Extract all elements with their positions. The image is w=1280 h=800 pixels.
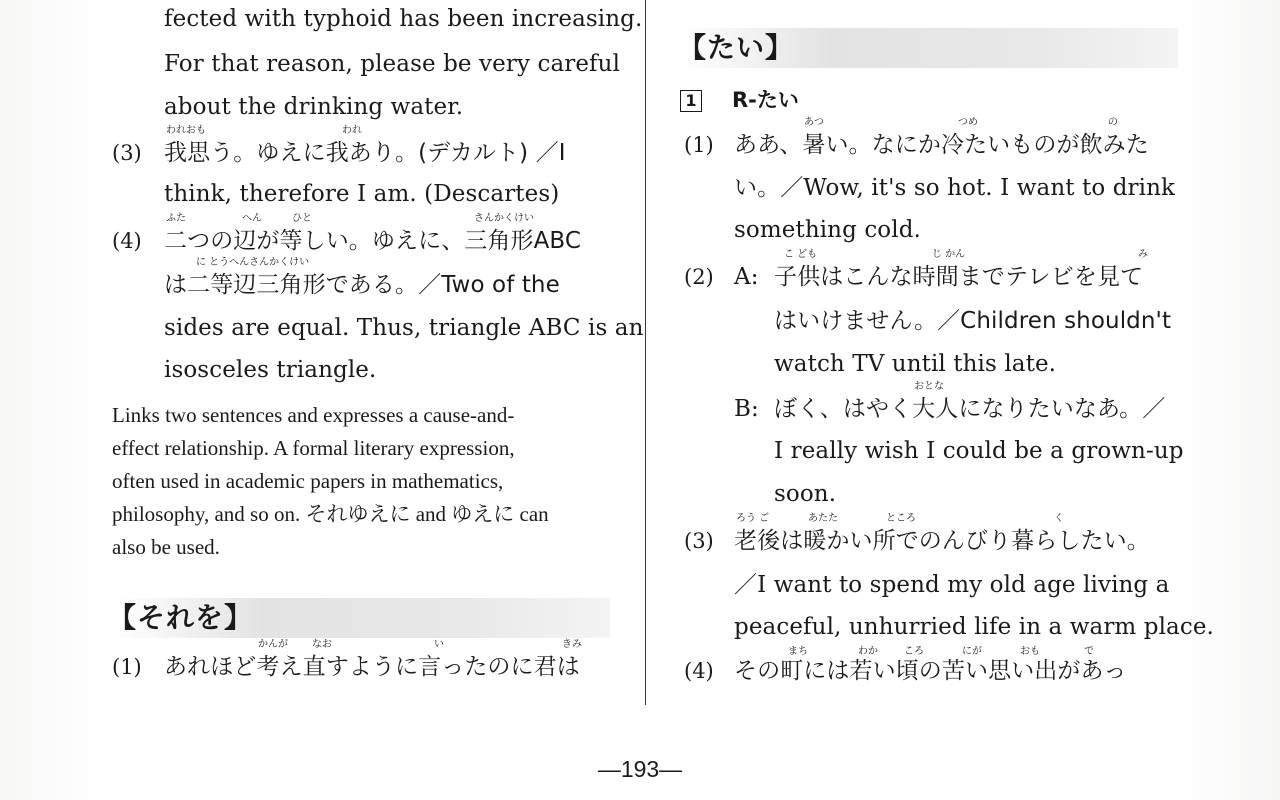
- furigana: い: [434, 639, 444, 650]
- example-japanese: 二つの辺が等しい。ゆえに、三角形ABC: [164, 228, 582, 254]
- section-heading: 【それを】: [108, 601, 254, 634]
- example-english: soon.: [774, 481, 837, 507]
- pattern-number-box: 1: [680, 90, 702, 112]
- example-japanese: は二等辺三角形である。／Two of the: [164, 272, 560, 298]
- example-number: (3): [112, 141, 142, 165]
- example-japanese: 子供はこんな時間までテレビを見て: [774, 264, 1144, 290]
- example-english: sides are equal. Thus, triangle ABC is an: [164, 315, 644, 341]
- furigana: く: [1054, 513, 1064, 524]
- example-number: (2): [684, 265, 714, 289]
- example-japanese: ああ、暑い。なにか冷たいものが飲みた: [734, 132, 1149, 158]
- furigana: み: [1138, 249, 1148, 260]
- furigana: かんが: [258, 639, 288, 650]
- page-number: —193—: [597, 756, 683, 782]
- example-japanese: はいけません。／Children shouldn't: [774, 308, 1172, 334]
- section-heading: 【たい】: [678, 31, 795, 64]
- furigana: まち: [788, 646, 808, 657]
- example-japanese: ぼく、はやく大人になりたいなあ。／: [774, 396, 1166, 422]
- furigana: つめ: [958, 117, 978, 128]
- example-japanese: 我思う。ゆえに我あり。(デカルト) ／I: [164, 140, 566, 166]
- furigana: あつ: [804, 117, 824, 128]
- example-text-line: about the drinking water.: [164, 94, 464, 120]
- example-japanese: その町には若い頃の苦い思い出があっ: [734, 658, 1127, 684]
- example-english: isosceles triangle.: [164, 357, 377, 383]
- furigana: さんかくけい: [474, 213, 534, 224]
- furigana: じ かん: [932, 249, 966, 260]
- furigana: ふた: [166, 213, 186, 224]
- furigana: で: [1084, 646, 1094, 657]
- furigana: あたた: [808, 513, 838, 524]
- example-english: ／I want to spend my old age living a: [734, 572, 1170, 598]
- note-line: Links two sentences and expresses a cause-and-: [112, 403, 515, 427]
- example-japanese: 老後は暖かい所でのんびり暮らしたい。: [734, 528, 1150, 554]
- example-english: I really wish I could be a grown-up: [774, 438, 1184, 464]
- example-japanese: あれほど考え直すように言ったのに君は: [164, 654, 580, 680]
- example-english: peaceful, unhurried life in a warm place.: [734, 614, 1214, 640]
- right-column: [678, 0, 1214, 700]
- furigana: こ ども: [784, 249, 818, 260]
- note-line: philosophy, and so on. それゆえに and ゆえに can: [112, 502, 549, 526]
- furigana: へん: [242, 213, 262, 224]
- furigana: われ: [342, 125, 362, 136]
- furigana: おとな: [914, 381, 944, 392]
- furigana: なお: [312, 639, 332, 650]
- furigana: に とうへんさんかくけい: [196, 257, 310, 268]
- example-english: think, therefore I am. (Descartes): [164, 181, 560, 207]
- furigana: ころ: [904, 646, 924, 657]
- example-number: (1): [112, 655, 142, 679]
- example-english: something cold.: [734, 217, 921, 243]
- furigana: ろう ご: [736, 513, 770, 524]
- speaker-label: A:: [734, 264, 759, 290]
- example-english: watch TV until this late.: [774, 351, 1057, 377]
- furigana: の: [1108, 117, 1118, 128]
- furigana: きみ: [562, 639, 582, 650]
- furigana: ひと: [292, 213, 312, 224]
- example-text-line: fected with typhoid has been increasing.: [164, 6, 643, 32]
- note-line: effect relationship. A formal literary expression,: [112, 436, 515, 460]
- example-number: (1): [684, 133, 714, 157]
- example-number: (3): [684, 529, 714, 553]
- example-number: (4): [112, 229, 142, 253]
- pattern-heading: R-たい: [732, 88, 799, 112]
- furigana: にが: [962, 646, 982, 657]
- note-line: also be used.: [112, 535, 220, 559]
- example-text-line: For that reason, please be very careful: [164, 51, 621, 77]
- left-column: [108, 0, 644, 700]
- furigana: おも: [1020, 646, 1040, 657]
- example-english: い。／Wow, it's so hot. I want to drink: [734, 175, 1176, 201]
- note-line: often used in academic papers in mathematics,: [112, 469, 504, 493]
- furigana: われおも: [166, 125, 206, 136]
- furigana: ところ: [886, 513, 916, 524]
- furigana: わか: [858, 646, 878, 657]
- speaker-label: B:: [734, 396, 759, 422]
- column-divider: [645, 0, 646, 705]
- example-number: (4): [684, 659, 714, 683]
